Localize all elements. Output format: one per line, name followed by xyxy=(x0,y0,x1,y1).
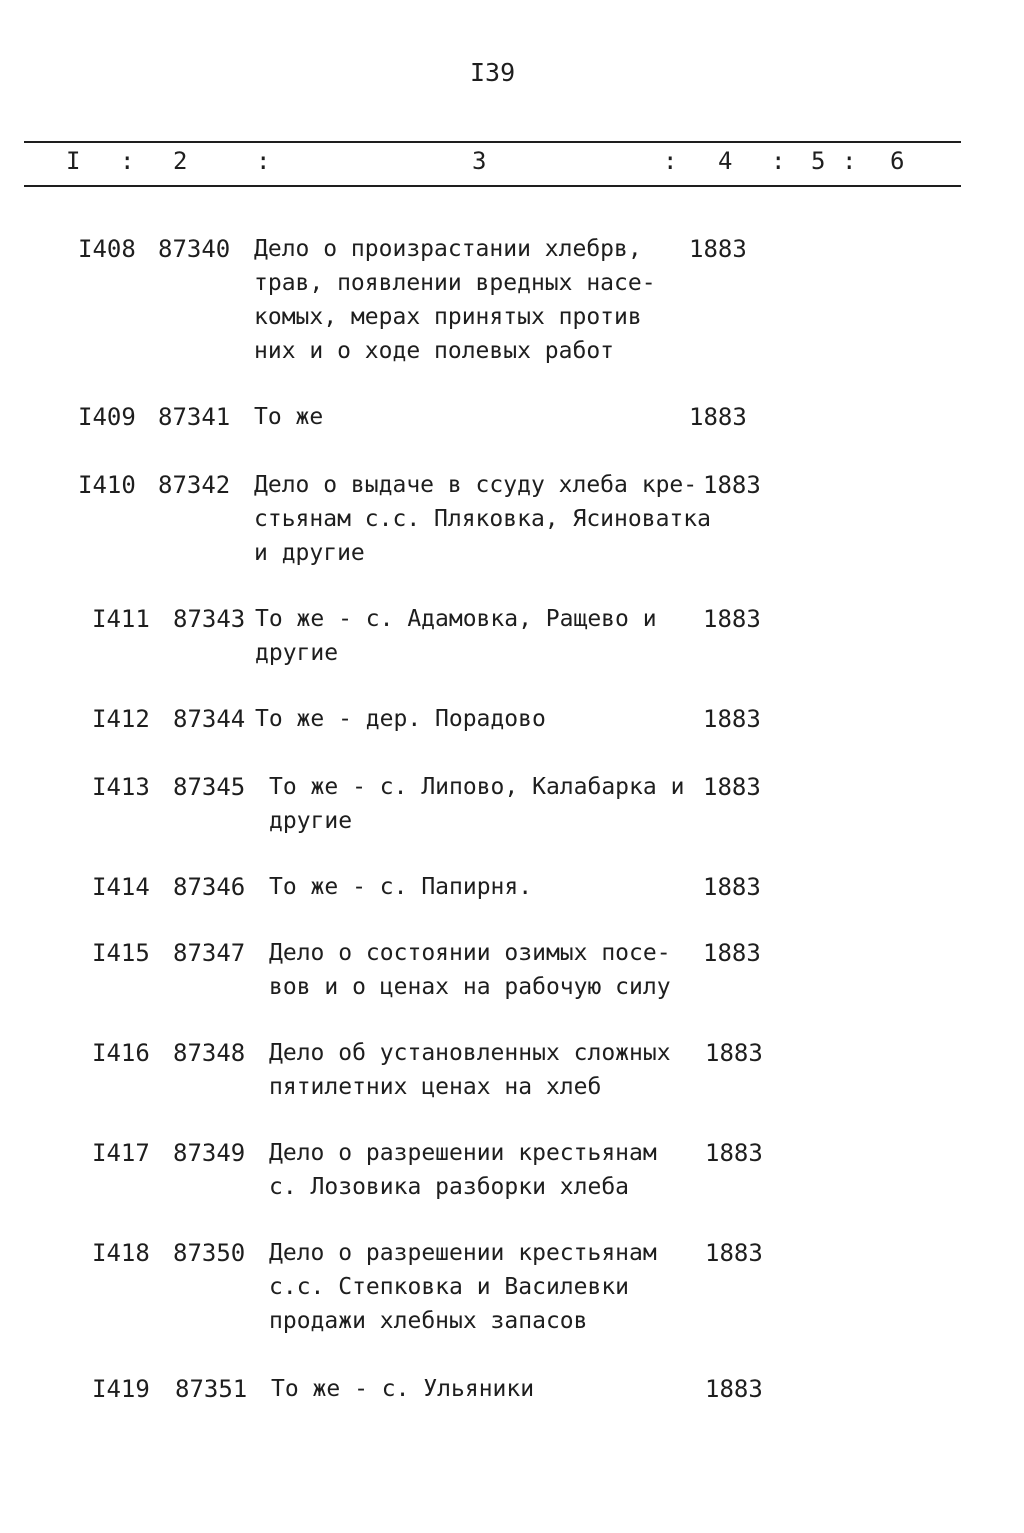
header-col-5: 5 xyxy=(811,147,826,175)
file-year: 1883 xyxy=(703,705,761,733)
item-number: I419 xyxy=(92,1375,150,1403)
file-code: 87340 xyxy=(158,235,231,263)
file-year: 1883 xyxy=(703,773,761,801)
file-year: 1883 xyxy=(703,471,761,499)
item-number: I414 xyxy=(92,873,150,901)
file-title-line: продажи хлебных запасов xyxy=(269,1308,588,1334)
file-code: 87344 xyxy=(173,705,246,733)
file-code: 87350 xyxy=(173,1239,246,1267)
file-year: 1883 xyxy=(689,403,747,431)
header-col-6: 6 xyxy=(890,147,905,175)
file-title xyxy=(269,1136,657,1204)
file-title-line: с. Лозовика разборки хлеба xyxy=(269,1174,630,1200)
file-code: 87351 xyxy=(175,1375,248,1403)
file-title-line: с.с. Степковка и Василевки xyxy=(269,1274,630,1300)
file-title xyxy=(269,936,671,1004)
file-title xyxy=(254,468,711,570)
file-year: 1883 xyxy=(703,605,761,633)
file-title-line: Дело о состоянии озимых посе- xyxy=(269,940,671,966)
header-col-4: 4 xyxy=(718,147,733,175)
file-title-line: вов и о ценах на рабочую силу xyxy=(269,974,671,1000)
file-year: 1883 xyxy=(705,1375,763,1403)
file-title-line: То же - дер. Порадово xyxy=(255,706,546,732)
file-year: 1883 xyxy=(703,939,761,967)
file-year: 1883 xyxy=(703,873,761,901)
file-title xyxy=(269,1036,671,1104)
item-number: I409 xyxy=(78,403,136,431)
file-title xyxy=(254,232,656,368)
header-separator-4: : xyxy=(771,147,786,175)
item-number: I418 xyxy=(92,1239,150,1267)
header-col-1: I xyxy=(66,147,81,175)
header-separator-2: : xyxy=(256,147,271,175)
file-year: 1883 xyxy=(689,235,747,263)
item-number: I412 xyxy=(92,705,150,733)
file-title-line: Дело о разрешении крестьянам xyxy=(269,1140,657,1166)
item-number: I413 xyxy=(92,773,150,801)
file-code: 87347 xyxy=(173,939,246,967)
file-title-line: То же - с. Липово, Калабарка и xyxy=(269,774,685,800)
file-title-line: То же - с. Адамовка, Ращево и xyxy=(255,606,657,632)
file-title-line: То же - с. Папирня. xyxy=(269,874,533,900)
item-number: I411 xyxy=(92,605,150,633)
file-title-line: То же xyxy=(254,404,324,430)
header-separator-1: : xyxy=(120,147,135,175)
file-year: 1883 xyxy=(705,1239,763,1267)
file-title-line: Дело о произрастании хлебрв, xyxy=(254,236,642,262)
header-col-3: 3 xyxy=(472,147,487,175)
file-title xyxy=(255,602,657,670)
page-number: I39 xyxy=(470,58,516,87)
file-title xyxy=(254,400,323,434)
item-number: I408 xyxy=(78,235,136,263)
item-number: I417 xyxy=(92,1139,150,1167)
file-title-line: Дело об установленных сложных xyxy=(269,1040,671,1066)
file-title-line: другие xyxy=(269,808,353,834)
file-title-line: Дело о разрешении крестьянам xyxy=(269,1240,657,1266)
file-title-line: стьянам с.с. Пляковка, Ясиноватка xyxy=(254,506,711,532)
file-title xyxy=(269,1236,657,1338)
file-title-line: них и о ходе полевых работ xyxy=(254,338,615,364)
file-title-line: комых, мерах принятых против xyxy=(254,304,642,330)
file-code: 87349 xyxy=(173,1139,246,1167)
item-number: I410 xyxy=(78,471,136,499)
file-code: 87345 xyxy=(173,773,246,801)
file-code: 87343 xyxy=(173,605,246,633)
file-title-line: и другие xyxy=(254,540,365,566)
file-title-line: То же - с. Ульяники xyxy=(271,1376,535,1402)
file-title xyxy=(255,702,546,736)
file-title xyxy=(269,770,684,838)
file-code: 87346 xyxy=(173,873,246,901)
file-year: 1883 xyxy=(705,1039,763,1067)
file-title xyxy=(269,870,532,904)
file-title-line: трав, появлении вредных насе- xyxy=(254,270,656,296)
file-code: 87348 xyxy=(173,1039,246,1067)
file-year: 1883 xyxy=(705,1139,763,1167)
header-separator-5: : xyxy=(842,147,857,175)
file-title xyxy=(271,1372,534,1406)
file-title-line: Дело о выдаче в ссуду хлеба кре- xyxy=(254,472,698,498)
item-number: I415 xyxy=(92,939,150,967)
header-separator-3: : xyxy=(663,147,678,175)
header-col-2: 2 xyxy=(173,147,188,175)
file-code: 87341 xyxy=(158,403,231,431)
file-title-line: другие xyxy=(255,640,339,666)
item-number: I416 xyxy=(92,1039,150,1067)
file-title-line: пятилетних ценах на хлеб xyxy=(269,1074,602,1100)
file-code: 87342 xyxy=(158,471,231,499)
